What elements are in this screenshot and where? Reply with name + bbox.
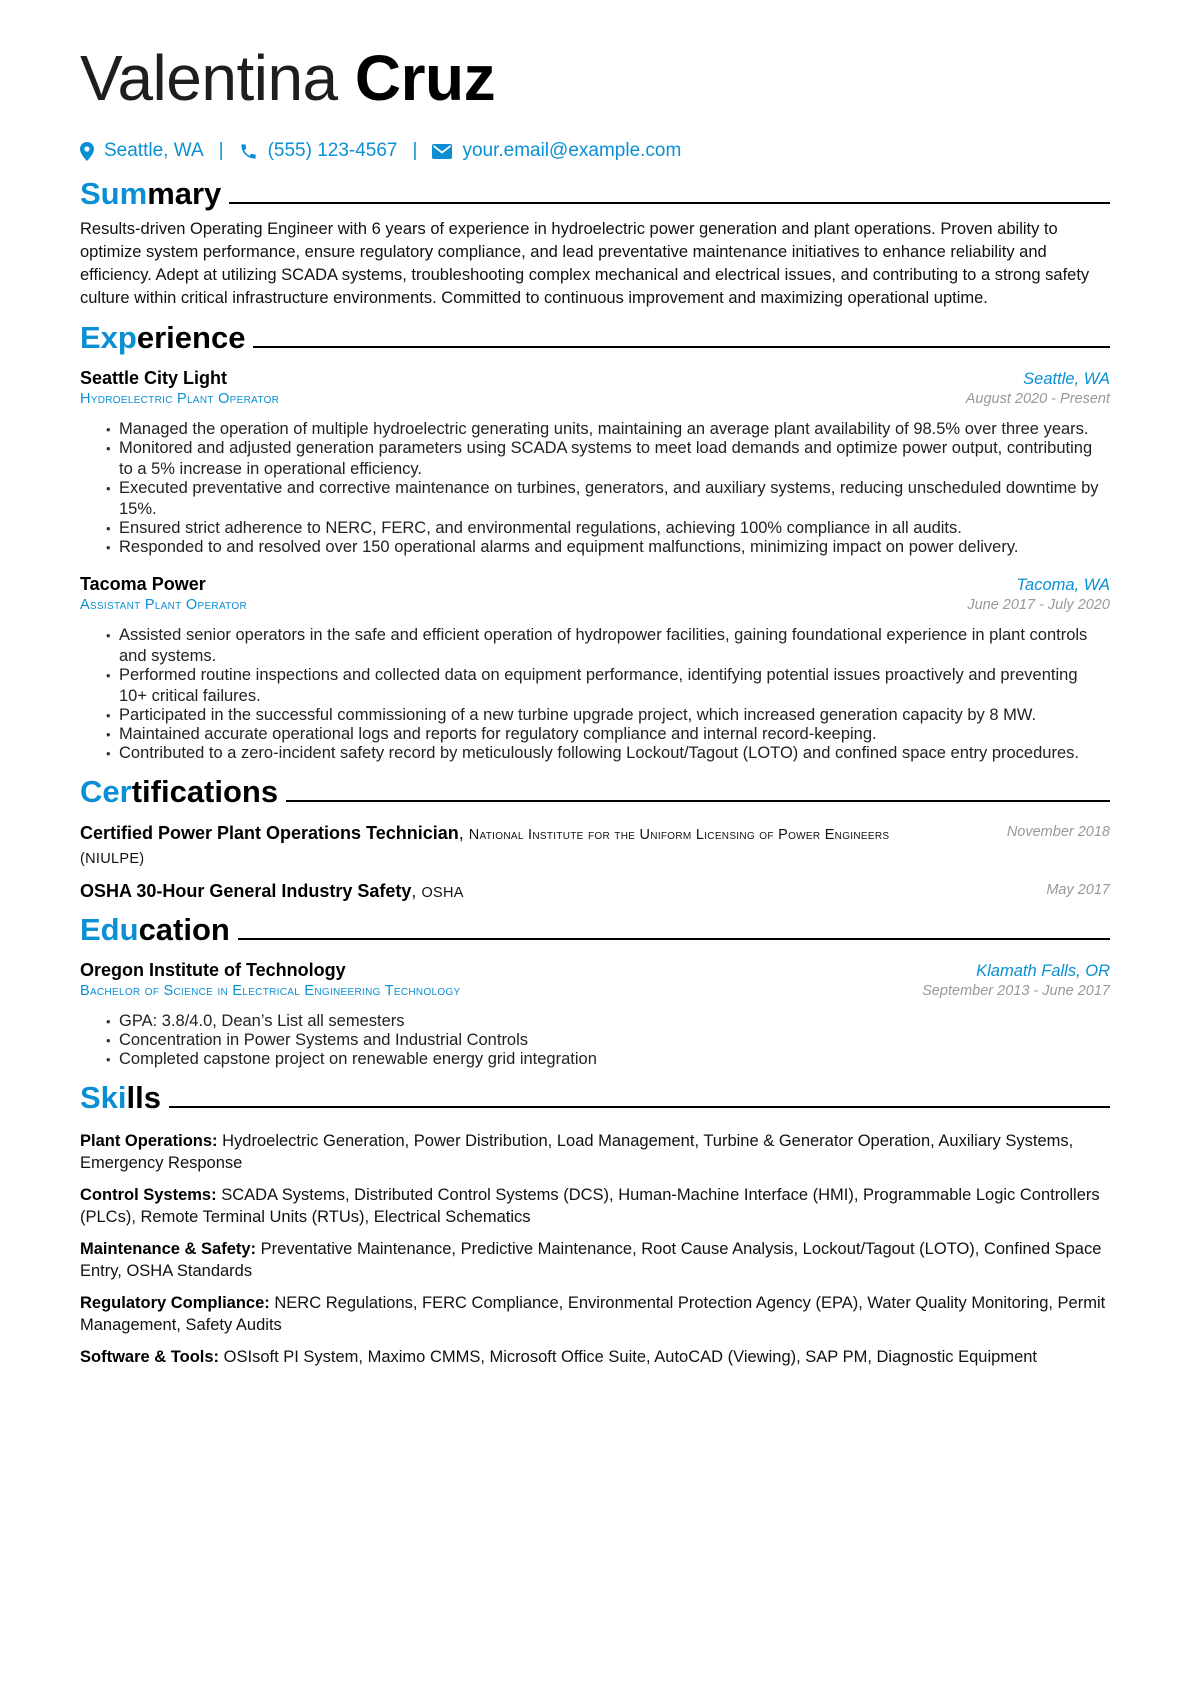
list-item: • Concentration in Power Systems and Industrial Controls (106, 1030, 1110, 1051)
list-item: • GPA: 3.8/4.0, Dean’s List all semesters (106, 1011, 1110, 1032)
list-item: • Contributed to a zero-incident safety record by meticulously following Lockout/Tagout (LOTO) and confined space entry procedures. (106, 743, 1110, 764)
experience-entry (80, 572, 1110, 764)
employer-name: Tacoma Power (80, 574, 206, 594)
section-title: Summary (80, 176, 222, 211)
list-item: • Completed capstone project on renewable energy grid integration (106, 1049, 1110, 1070)
envelope-icon (432, 144, 452, 159)
certifications-heading (80, 774, 1110, 810)
phone-icon (239, 142, 258, 161)
job-location: Seattle, WA (1023, 370, 1110, 388)
employer-name: Seattle City Light (80, 368, 228, 388)
summary-heading (80, 176, 1110, 212)
list-item: • Monitored and adjusted generation parameters using SCADA systems to meet load demands and optimize power output, contributing to a 5% increase in operational efficiency. (106, 438, 1110, 480)
list-item: • Assisted senior operators in the safe and efficient operation of hydropower facilities, gaining foundational experience in plant controls and systems. (106, 625, 1110, 667)
certification-issuer: National Institute for the Uniform Licensing of Power Engineers (NIULPE) (80, 827, 890, 867)
contact-email[interactable] (432, 140, 681, 162)
section-title: Skills (80, 1080, 161, 1115)
certification-name: OSHA 30-Hour General Industry Safety (80, 881, 412, 901)
list-item: • Participated in the successful commissioning of a new turbine upgrade project, which increased generation capacity by 8 MW. (106, 705, 1110, 726)
certification-date: November 2018 (1006, 824, 1110, 840)
job-location: Tacoma, WA (1016, 576, 1110, 594)
list-item: • Managed the operation of multiple hydroelectric generating units, maintaining an average plant availability of 98.5% over three years. (106, 419, 1110, 440)
skill-group: Plant Operations: Hydroelectric Generation, Power Distribution, Load Management, Turbine & Generator Operation, Auxiliary Systems, Emergency Response (80, 1132, 1074, 1172)
section-title: Education (80, 912, 230, 947)
job-bullets (80, 419, 1110, 558)
experience-entry (80, 366, 1110, 558)
contact-separator: | (218, 140, 224, 161)
education-entry (80, 958, 1110, 1070)
degree-title: Bachelor of Science in Electrical Engineering Technology (80, 983, 461, 999)
skills-list (80, 1130, 1110, 1368)
skill-group: Maintenance & Safety: Preventative Maintenance, Predictive Maintenance, Root Cause Analysis, Lockout/Tagout (LOTO), Confined Space Entry, OSHA Standards (80, 1240, 1102, 1280)
school-location: Klamath Falls, OR (976, 962, 1110, 980)
skills-heading (80, 1080, 1110, 1116)
education-dates: September 2013 - June 2017 (922, 983, 1110, 999)
list-item: • Responded to and resolved over 150 operational alarms and equipment malfunctions, minimizing impact on power delivery. (106, 537, 1110, 558)
section-rule (253, 346, 1110, 348)
job-title: Assistant Plant Operator (80, 597, 248, 613)
phone-text: (555) 123-4567 (267, 140, 398, 161)
list-item: • Performed routine inspections and collected data on equipment performance, identifying potential issues proactively and preventing 10+ critical failures. (106, 665, 1110, 707)
job-bullets (80, 625, 1110, 764)
location-text: Seattle, WA (104, 140, 204, 161)
certification-issuer: OSHA (421, 885, 464, 901)
certification-entry: OSHA 30-Hour General Industry Safety, OSHA May 2017 (80, 881, 1110, 901)
school-name: Oregon Institute of Technology (80, 960, 346, 980)
candidate-name (80, 36, 1110, 120)
first-name: Valentina (80, 42, 338, 114)
certification-date: May 2017 (1046, 882, 1110, 898)
section-rule (238, 938, 1110, 940)
summary-text: Results-driven Operating Engineer with 6 years of experience in hydroelectric power generation and plant operations. Proven ability to optimize system performance, ensure regulatory compliance, and lead preventative maintenance initiatives to enhance reliability and efficiency. Adept at utilizing SCADA systems, troubleshooting complex mechanical and electrical issues, and contributing to a strong safety culture within critical infrastructure environments. Committed to continuous improvement and maximizing operational uptime. (80, 220, 1090, 307)
contact-bar (80, 136, 1110, 166)
list-item: • Ensured strict adherence to NERC, FERC, and environmental regulations, achieving 100% compliance in all audits. (106, 518, 1110, 539)
section-rule (286, 800, 1110, 802)
list-item: • Maintained accurate operational logs and reports for regulatory compliance and internal record-keeping. (106, 724, 1110, 745)
experience-heading (80, 320, 1110, 356)
section-title: Experience (80, 320, 246, 355)
contact-separator: | (412, 140, 418, 161)
certification-name: Certified Power Plant Operations Technician (80, 823, 459, 843)
job-dates: June 2017 - July 2020 (967, 597, 1110, 613)
education-heading (80, 912, 1110, 948)
skill-group: Regulatory Compliance: NERC Regulations, FERC Compliance, Environmental Protection Agency (EPA), Water Quality Monitoring, Permit Management, Safety Audits (80, 1294, 1106, 1334)
contact-location (80, 140, 204, 162)
job-title: Hydroelectric Plant Operator (80, 391, 280, 407)
section-rule (229, 202, 1110, 204)
list-item: • Executed preventative and corrective maintenance on turbines, generators, and auxiliary systems, reducing unscheduled downtime by 15%. (106, 478, 1110, 520)
certification-entry: Certified Power Plant Operations Technician, National Institute for the Uniform Licensing of Power Engineers (NIULPE) November 2018 (80, 823, 1110, 867)
education-bullets (80, 1011, 1110, 1070)
map-marker-icon (80, 142, 94, 161)
last-name: Cruz (354, 42, 496, 114)
skill-group: Software & Tools: OSIsoft PI System, Maximo CMMS, Microsoft Office Suite, AutoCAD (Viewing), SAP PM, Diagnostic Equipment (80, 1348, 1038, 1366)
job-dates: August 2020 - Present (965, 391, 1110, 407)
contact-phone[interactable] (239, 140, 398, 162)
skill-group: Control Systems: SCADA Systems, Distributed Control Systems (DCS), Human-Machine Interface (HMI), Programmable Logic Controllers (PLCs), Remote Terminal Units (RTUs), Electrical Schematics (80, 1186, 1100, 1226)
section-rule (169, 1106, 1110, 1108)
email-link: your.email@example.com (462, 140, 682, 161)
section-title: Certifications (80, 774, 279, 809)
